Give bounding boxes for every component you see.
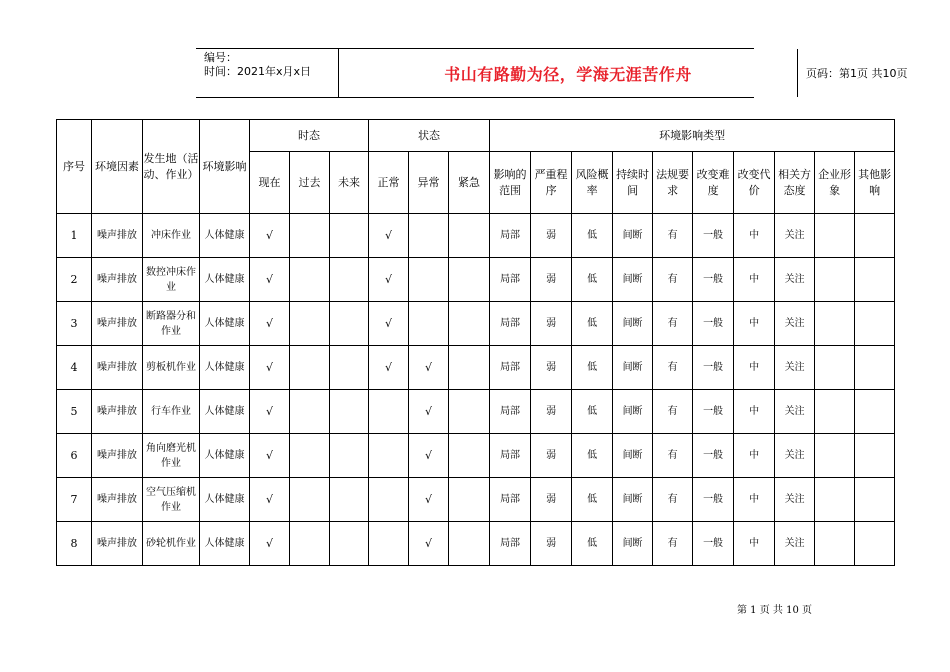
cell-duration: 间断 [613,390,653,434]
cell-normal: √ [369,346,409,390]
col-abnormal-header: 异常 [409,152,449,214]
table-row [57,346,895,390]
cell-other [855,346,895,390]
document-header [196,48,908,98]
cell-risk: 低 [572,214,613,258]
cell-location: 角向磨光机作业 [143,434,200,478]
col-factor-header: 环境因素 [92,120,143,214]
table-row [57,214,895,258]
cell-cost: 中 [734,434,775,478]
cell-cost: 中 [734,214,775,258]
col-duration-header: 持续时间 [613,152,653,214]
cell-duration: 间断 [613,522,653,566]
cell-location: 剪板机作业 [143,346,200,390]
cell-severity: 弱 [531,214,572,258]
cell-scope: 局部 [490,214,531,258]
cell-factor: 噪声排放 [92,214,143,258]
environment-factor-table [56,119,895,566]
cell-concern: 关注 [775,258,815,302]
cell-factor: 噪声排放 [92,302,143,346]
col-scope-header: 影响的范围 [490,152,531,214]
cell-seq: 8 [57,522,92,566]
col-now-header: 现在 [250,152,290,214]
cell-other [855,214,895,258]
cell-difficulty: 一般 [693,302,734,346]
cell-future [330,302,369,346]
cell-past [290,478,330,522]
cell-seq: 4 [57,346,92,390]
cell-now: √ [250,478,290,522]
col-concern-header: 相关方态度 [775,152,815,214]
cell-scope: 局部 [490,302,531,346]
cell-concern: 关注 [775,214,815,258]
cell-past [290,346,330,390]
cell-past [290,434,330,478]
col-emergency-header: 紧急 [449,152,490,214]
cell-severity: 弱 [531,258,572,302]
cell-impact: 人体健康 [200,214,250,258]
cell-image [815,478,855,522]
col-impact-header: 环境影响 [200,120,250,214]
cell-image [815,346,855,390]
cell-cost: 中 [734,258,775,302]
table-row [57,434,895,478]
cell-emergency [449,478,490,522]
cell-factor: 噪声排放 [92,346,143,390]
cell-now: √ [250,434,290,478]
cell-risk: 低 [572,258,613,302]
cell-concern: 关注 [775,522,815,566]
col-seq-header: 序号 [57,120,92,214]
cell-legal: 有 [653,302,693,346]
cell-abnormal [409,302,449,346]
cell-difficulty: 一般 [693,522,734,566]
col-past-header: 过去 [290,152,330,214]
cell-past [290,522,330,566]
cell-severity: 弱 [531,434,572,478]
cell-concern: 关注 [775,302,815,346]
cell-severity: 弱 [531,478,572,522]
cell-abnormal: √ [409,390,449,434]
cell-other [855,478,895,522]
cell-now: √ [250,258,290,302]
col-normal-header: 正常 [369,152,409,214]
cell-scope: 局部 [490,390,531,434]
header-left [196,49,338,97]
cell-impact: 人体健康 [200,434,250,478]
cell-emergency [449,434,490,478]
cell-impact: 人体健康 [200,522,250,566]
header-motto-cell [338,49,798,97]
cell-normal [369,390,409,434]
cell-other [855,258,895,302]
cell-cost: 中 [734,390,775,434]
cell-legal: 有 [653,214,693,258]
cell-scope: 局部 [490,346,531,390]
cell-past [290,258,330,302]
cell-impact: 人体健康 [200,478,250,522]
cell-legal: 有 [653,522,693,566]
cell-scope: 局部 [490,522,531,566]
col-difficulty-header: 改变难度 [693,152,734,214]
cell-seq: 3 [57,302,92,346]
cell-abnormal: √ [409,346,449,390]
cell-future [330,214,369,258]
cell-cost: 中 [734,478,775,522]
cell-severity: 弱 [531,302,572,346]
col-location-header: 发生地（活动、作业） [143,120,200,214]
col-severity-header: 严重程序 [531,152,572,214]
col-tense-header: 时态 [250,120,369,152]
time-label: 时间：2021年x月x日 [204,65,312,78]
cell-impact: 人体健康 [200,302,250,346]
cell-seq: 1 [57,214,92,258]
cell-duration: 间断 [613,214,653,258]
cell-concern: 关注 [775,434,815,478]
cell-location: 数控冲床作业 [143,258,200,302]
cell-duration: 间断 [613,478,653,522]
cell-risk: 低 [572,346,613,390]
cell-difficulty: 一般 [693,214,734,258]
page-label: 页码：第1页 共10页 [806,67,908,80]
cell-emergency [449,522,490,566]
cell-other [855,302,895,346]
table-row [57,258,895,302]
cell-location: 空气压缩机作业 [143,478,200,522]
cell-risk: 低 [572,522,613,566]
cell-impact: 人体健康 [200,258,250,302]
cell-future [330,478,369,522]
cell-seq: 6 [57,434,92,478]
code-label: 编号： [204,51,237,64]
cell-normal [369,434,409,478]
col-cost-header: 改变代价 [734,152,775,214]
cell-duration: 间断 [613,258,653,302]
cell-past [290,390,330,434]
cell-seq: 7 [57,478,92,522]
cell-location: 冲床作业 [143,214,200,258]
cell-emergency [449,390,490,434]
cell-now: √ [250,390,290,434]
col-state-header: 状态 [369,120,490,152]
cell-image [815,434,855,478]
cell-emergency [449,302,490,346]
cell-concern: 关注 [775,478,815,522]
motto-text: 书山有路勤为径，学海无涯苦作舟 [444,64,692,84]
cell-past [290,214,330,258]
cell-duration: 间断 [613,346,653,390]
cell-normal: √ [369,258,409,302]
cell-other [855,434,895,478]
cell-difficulty: 一般 [693,390,734,434]
cell-location: 砂轮机作业 [143,522,200,566]
table-row [57,302,895,346]
cell-factor: 噪声排放 [92,478,143,522]
cell-now: √ [250,346,290,390]
cell-scope: 局部 [490,258,531,302]
cell-scope: 局部 [490,434,531,478]
cell-abnormal: √ [409,434,449,478]
cell-difficulty: 一般 [693,258,734,302]
table-row [57,522,895,566]
cell-emergency [449,214,490,258]
cell-now: √ [250,302,290,346]
cell-image [815,522,855,566]
cell-cost: 中 [734,302,775,346]
cell-cost: 中 [734,346,775,390]
cell-legal: 有 [653,390,693,434]
cell-concern: 关注 [775,346,815,390]
cell-future [330,346,369,390]
cell-future [330,434,369,478]
cell-severity: 弱 [531,390,572,434]
cell-abnormal [409,214,449,258]
cell-legal: 有 [653,434,693,478]
cell-risk: 低 [572,390,613,434]
table-row [57,478,895,522]
cell-image [815,302,855,346]
cell-factor: 噪声排放 [92,522,143,566]
cell-difficulty: 一般 [693,478,734,522]
cell-seq: 5 [57,390,92,434]
cell-concern: 关注 [775,390,815,434]
cell-location: 行车作业 [143,390,200,434]
cell-abnormal: √ [409,478,449,522]
cell-abnormal [409,258,449,302]
cell-severity: 弱 [531,346,572,390]
cell-normal [369,522,409,566]
cell-image [815,214,855,258]
cell-impact: 人体健康 [200,390,250,434]
cell-scope: 局部 [490,478,531,522]
cell-normal [369,478,409,522]
cell-duration: 间断 [613,302,653,346]
cell-impact: 人体健康 [200,346,250,390]
cell-abnormal: √ [409,522,449,566]
cell-risk: 低 [572,434,613,478]
cell-legal: 有 [653,346,693,390]
cell-now: √ [250,214,290,258]
cell-seq: 2 [57,258,92,302]
cell-difficulty: 一般 [693,346,734,390]
cell-legal: 有 [653,478,693,522]
cell-normal: √ [369,214,409,258]
cell-cost: 中 [734,522,775,566]
cell-future [330,390,369,434]
col-risk-header: 风险概率 [572,152,613,214]
footer-page-text: 第 1 页 共 10 页 [737,605,812,616]
cell-image [815,390,855,434]
col-image-header: 企业形象 [815,152,855,214]
col-type-header: 环境影响类型 [490,120,895,152]
cell-other [855,390,895,434]
col-legal-header: 法规要求 [653,152,693,214]
cell-past [290,302,330,346]
cell-factor: 噪声排放 [92,258,143,302]
cell-difficulty: 一般 [693,434,734,478]
cell-factor: 噪声排放 [92,434,143,478]
cell-other [855,522,895,566]
table-row [57,390,895,434]
cell-duration: 间断 [613,434,653,478]
cell-risk: 低 [572,478,613,522]
cell-factor: 噪声排放 [92,390,143,434]
cell-image [815,258,855,302]
cell-legal: 有 [653,258,693,302]
cell-future [330,522,369,566]
cell-location: 断路器分和作业 [143,302,200,346]
cell-normal: √ [369,302,409,346]
cell-risk: 低 [572,302,613,346]
cell-now: √ [250,522,290,566]
cell-emergency [449,258,490,302]
page-footer [737,601,816,616]
cell-emergency [449,346,490,390]
cell-future [330,258,369,302]
col-other-header: 其他影响 [855,152,895,214]
cell-severity: 弱 [531,522,572,566]
col-future-header: 未来 [330,152,369,214]
header-right [798,49,950,97]
